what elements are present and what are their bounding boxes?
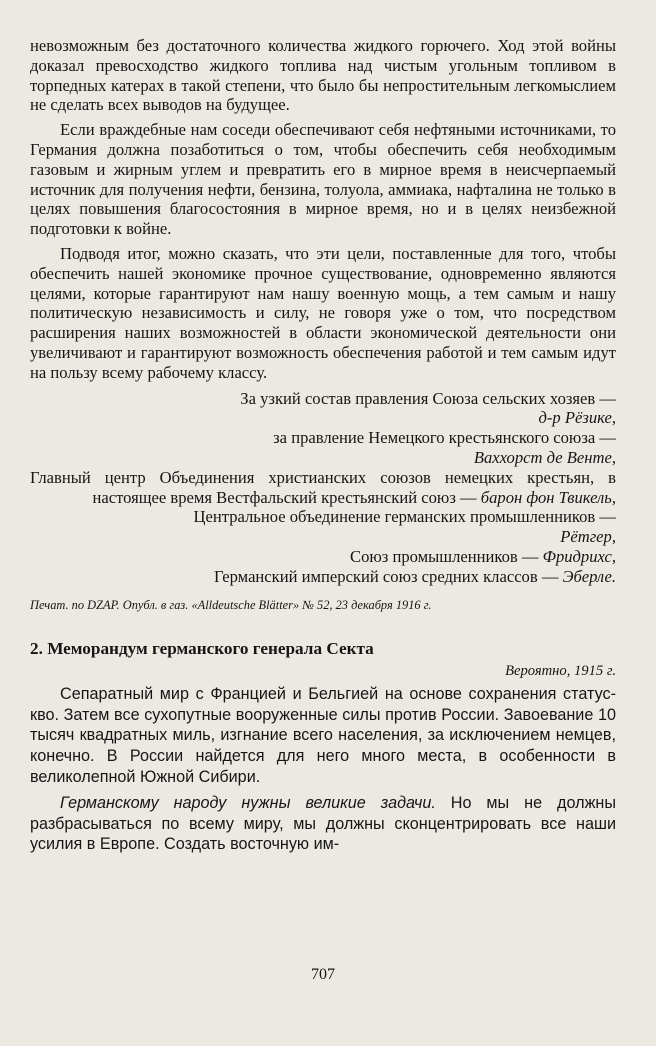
signature-line bbox=[30, 428, 616, 448]
section-body bbox=[30, 684, 616, 855]
document-date: Вероятно, 1915 г. bbox=[505, 662, 616, 679]
signatory-name: Ваххорст де Венте, bbox=[473, 447, 616, 467]
signature-line bbox=[30, 468, 616, 508]
section-heading: 2. Меморандум германского генерала Секта bbox=[30, 638, 374, 658]
paragraph-great-tasks bbox=[30, 793, 616, 855]
emphasized-phrase: Германскому народу нужны великие задачи. bbox=[60, 793, 436, 812]
signatory-name: барон фон Твикель, bbox=[480, 487, 616, 507]
signature-line bbox=[30, 567, 616, 587]
signatory-name: д-р Рёзике, bbox=[538, 408, 616, 428]
signatory-name: Фридрихс, bbox=[542, 546, 616, 566]
signature-organization: Германский имперский союз средних классов — bbox=[213, 566, 563, 586]
signature-line bbox=[30, 408, 616, 428]
signature-organization: Центральное объединение германских промышленников — bbox=[193, 507, 616, 527]
paragraph-separate-peace: Сепаратный мир с Францией и Бельгией на основе сохранения статус-кво. Затем все сухопутные вооруженные силы против России. Завоевание 10 тысяч квадратных миль, изгнание всего населения, за исключением немцев, конечно. В России найдется для него много места, в особенности в великолепной Южной Сибири. bbox=[30, 684, 616, 786]
signature-block bbox=[30, 389, 616, 587]
paragraph-fuel: невозможным без достаточного количества жидкого горючего. Ход этой войны доказал превосходство жидкого топлива над чистым угольным топливом в торпедных катерах в такой степени, что было бы непростительным легкомыслием не сделать всех выводов на будущее. bbox=[30, 36, 616, 115]
signature-line bbox=[30, 527, 616, 547]
paragraph-summary: Подводя итог, можно сказать, что эти цели, поставленные для того, чтобы обеспечить нашей экономике прочное существование, одновременно являются целями, которые гарантируют нам нашу военную мощь, а тем самым и нашу политическую независимость и силу, не говоря уже о том, что посредством расширения наших возможностей в области экономической деятельности они увеличивают и гарантируют возможность обеспечения работой и тем самым идут на пользу всему рабочему классу. bbox=[30, 243, 616, 382]
source-note: Печат. по DZAP. Опубл. в газ. «Alldeutsche Blätter» № 52, 23 декабря 1916 г. bbox=[30, 597, 432, 612]
paragraph-oil-sources: Если враждебные нам соседи обеспечивают себя нефтяными источниками, то Германия должна позаботиться о том, чтобы обеспечить себя необходимым газовым и жирным углем и превратить его в мирное время в неисчерпаемый источник для получения нефти, бензина, толуола, аммиака, нафталина не только в целях повышения благосостояния в мирное время, но и в целях неизбежной подготовки к войне. bbox=[30, 120, 616, 239]
signature-organization: Главный центр Объединения христианских союзов немецких крестьян, в настоящее время Вестфальский крестьянский союз — bbox=[30, 467, 616, 507]
signature-organization: за правление Немецкого крестьянского союза — bbox=[273, 428, 616, 448]
page-number: 707 bbox=[311, 966, 335, 983]
signatory-name: Эберле. bbox=[562, 566, 616, 586]
signature-line bbox=[30, 389, 616, 409]
signatory-name: Рётгер, bbox=[560, 527, 616, 547]
signature-organization: Союз промышленников — bbox=[350, 546, 543, 566]
paragraph-continuation: Но мы не должны разбрасываться по всему миру, мы должны сконцентрировать все наши усилия в Европе. Создать восточную им- bbox=[30, 793, 616, 854]
signature-line bbox=[30, 547, 616, 567]
signature-organization: За узкий состав правления Союза сельских хозяев — bbox=[240, 388, 616, 408]
signature-line bbox=[30, 448, 616, 468]
signature-line bbox=[30, 507, 616, 527]
